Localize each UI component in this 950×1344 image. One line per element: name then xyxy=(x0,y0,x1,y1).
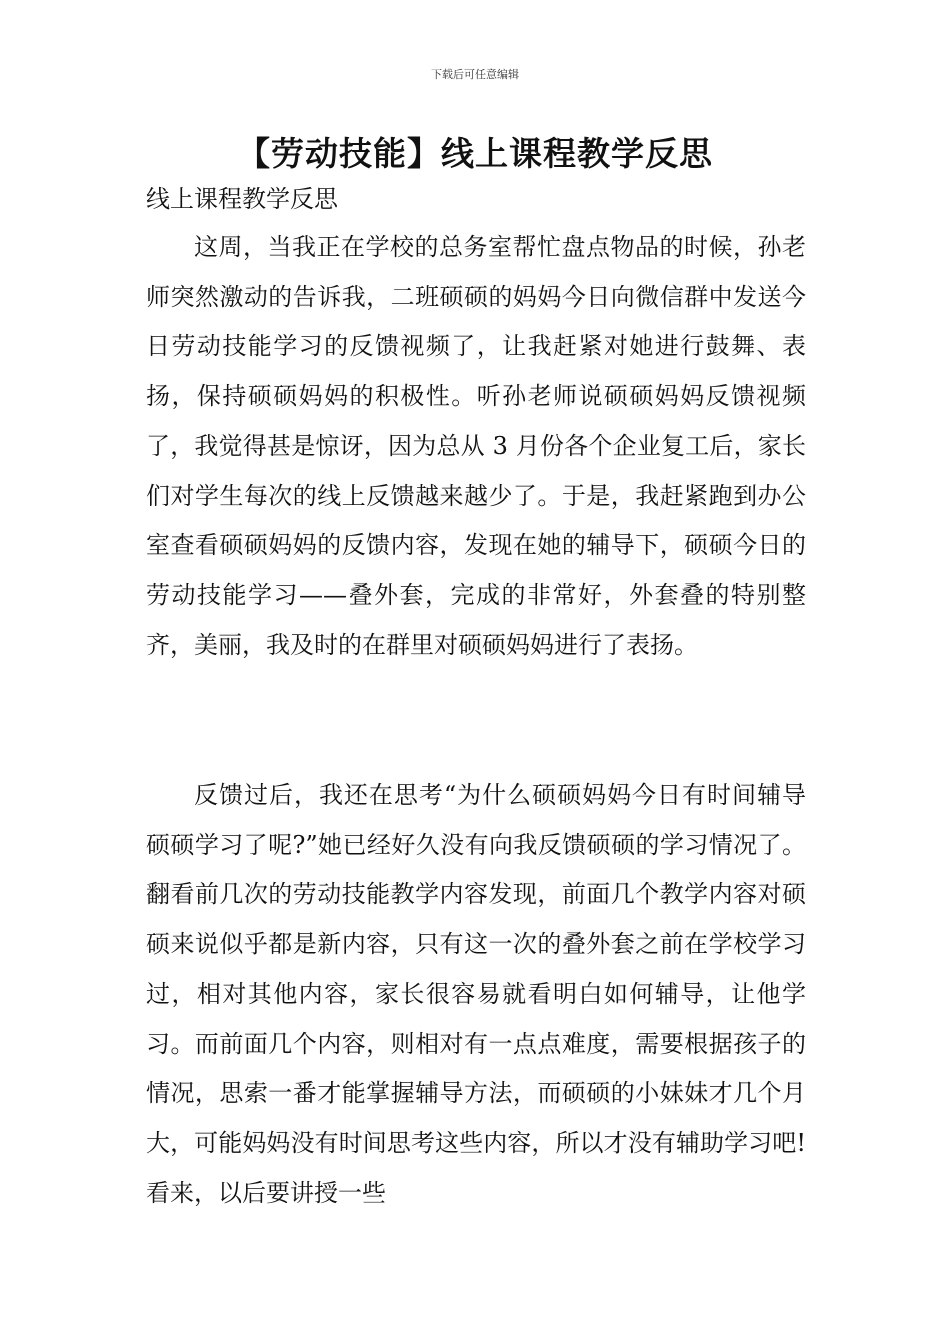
body-paragraph-1: 这周，当我正在学校的总务室帮忙盘点物品的时候，孙老师突然激动的告诉我，二班硕硕的妈妈今日向微信群中发送今日劳动技能学习的反馈视频了，让我赶紧对她进行鼓舞、表扬，保持硕硕妈妈的积极性。听孙老师说硕硕妈妈反馈视频了，我觉得甚是惊讶，因为总从 3 月份各个企业复工后，家长们对学生每次的线上反馈越来越少了。于是，我赶紧跑到办公室查看硕硕妈妈的反馈内容，发现在她的辅导下，硕硕今日的劳动技能学习——叠外套，完成的非常好，外套叠的特别整齐，美丽，我及时的在群里对硕硕妈妈进行了表扬。 xyxy=(146,233,806,659)
subtitle: 线上课程教学反思 xyxy=(146,185,338,213)
page-title: 【劳动技能】线上课程教学反思 xyxy=(237,134,713,173)
body-paragraph-2: 反馈过后，我还在思考“为什么硕硕妈妈今日有时间辅导硕硕学习了呢?”她已经好久没有向我反馈硕硕的学习情况了。翻看前几次的劳动技能教学内容发现，前面几个教学内容对硕硕来说似乎都是新内容，只有这一次的叠外套之前在学校学习过，相对其他内容，家长很容易就看明白如何辅导，让他学习。而前面几个内容，则相对有一点点难度，需要根据孩子的情况，思索一番才能掌握辅导方法，而硕硕的小妹妹才几个月大，可能妈妈没有时间思考这些内容，所以才没有辅助学习吧!看来，以后要讲授一些 xyxy=(146,781,806,1207)
header-note: 下载后可任意编辑 xyxy=(431,68,519,81)
